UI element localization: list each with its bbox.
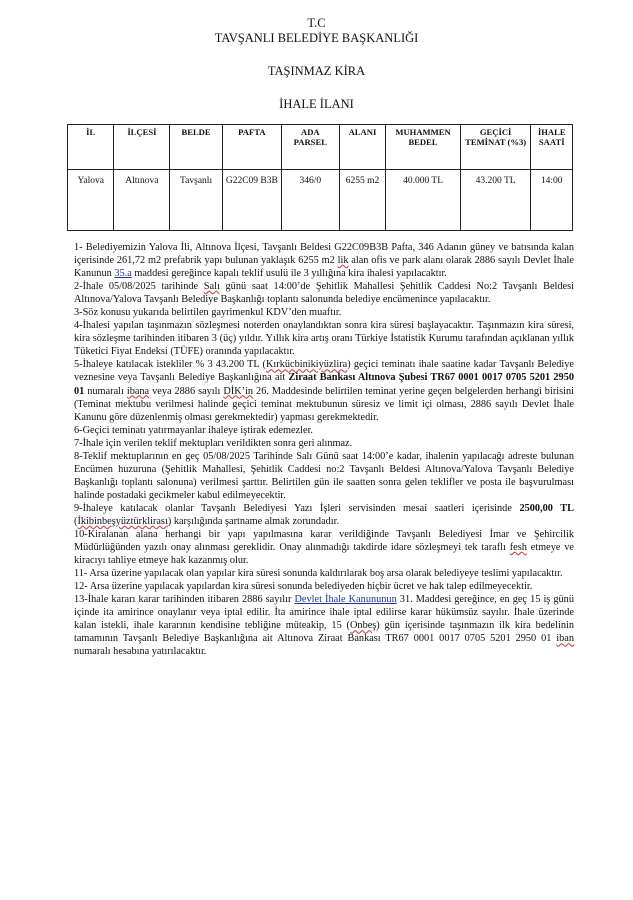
table-row bbox=[68, 170, 573, 231]
col-header-pafta: PAFTA bbox=[222, 125, 281, 170]
clause-4: 4-İhalesi yapılan taşınmazın sözleşmesi noterden onaylandıktan sonra kira süresi başlayacaktır. Taşınmazın kira süresi, kira sözleşme tarihinden itibaren 3 (üç) yıldır. Yıllık kira artış oranı Türkiye İstatistik Kurumu tarafından açıklanan yıllık Tüketici Fiyat Endeksi (TÜFE) oranında yapılacaktır. bbox=[74, 320, 574, 358]
cell-ilce: Altınova bbox=[114, 170, 170, 231]
clause-11: 11- Arsa üzerine yapılacak olan yapılar kira süresi sonunda kaldırılarak boş arsa olarak belediyeye teslimi yapılacaktır. bbox=[74, 568, 563, 580]
header-authority: TAVŞANLI BELEDİYE BAŞKANLIĞI bbox=[214, 31, 419, 45]
spec-fee: 2500,00 TL bbox=[519, 502, 574, 514]
col-header-alani: ALANI bbox=[339, 125, 386, 170]
cell-gecici-teminat: 43.200 TL bbox=[460, 170, 531, 231]
law-article-link: 35.a bbox=[114, 268, 132, 280]
col-header-ilce: İLÇESİ bbox=[114, 125, 170, 170]
clause-9: 9-İhaleye katılacak olanlar Tavşanlı Belediyesi Yazı İşleri servisinden mesai saatleri içerisinde 2500,00 TL (İkibinbeşyüztürklirası) karşılığında şartname almak zorundadır. bbox=[74, 502, 574, 527]
clause-2: 2-İhale 05/08/2025 tarihinde Salı günü saat 14:00’de Şehitlik Mahallesi Şehitlik Caddesi No:2 Tavşanlı Beldesi Altınova/Yalova Tavşanlı Belediye Başkanlığı toplantı salonunda belediye encümenince yapılacaktır. bbox=[74, 281, 574, 306]
cell-muhammen-bedel: 40.000 TL bbox=[386, 170, 461, 231]
clause-1: 1- Belediyemizin Yalova İli, Altınova İlçesi, Tavşanlı Beldesi G22C09B3B Pafta, 346 Adanın güney ve batısında kalan içerisinde 261,72 m2 prefabrik yapı bulunan yaklaşık 6255 m2 lik alan ofis ve park alanı olarak 2886 sayılı Devlet İhale Kanunun 35.a maddesi gereğince kapalı teklif usulü ile 3 yıllığına kira ihalesi yapılacaktır. bbox=[74, 242, 574, 280]
clause-6: 6-Geçici teminatı yatırmayanlar ihaleye iştirak edemezler. bbox=[74, 424, 314, 436]
col-header-il: İL bbox=[68, 125, 114, 170]
cell-pafta: G22C09 B3B bbox=[222, 170, 281, 231]
col-header-ihale-saati: İHALE SAATİ bbox=[531, 125, 573, 170]
cell-alani: 6255 m2 bbox=[339, 170, 386, 231]
col-header-ada-parsel: ADA PARSEL bbox=[281, 125, 339, 170]
property-table bbox=[67, 124, 573, 231]
clause-13: 13-İhale kararı karar tarihinden itibaren 2886 sayılır Devlet İhale Kanununun 31. Maddesi gereğince, en geç 15 iş günü içinde ita amirince onaylanır veya iptal edilir. İta amirince ihale iptal edilirse karar hükümsüz sayılır. İhale üzerinde kalan istekli, ihale kararının kendisine tebliğine müteakip, 15 (Onbeş) gün içerisinde taşınmazın ilk kira bedelinin tamamının Tavşanlı Belediye Başkanlığına ait Altınova Ziraat Bankası TR67 0001 0017 0705 5201 2950 01 iban numaralı hesabına yatırılacaktır. bbox=[74, 594, 574, 658]
cell-belde: Tavşanlı bbox=[170, 170, 222, 231]
clause-3: 3-Söz konusu yukarıda belirtilen gayrimenkul KDV’den muaftır. bbox=[74, 307, 342, 319]
col-header-gecici-teminat: GEÇİCİ TEMİNAT (%3) bbox=[460, 125, 531, 170]
header-subject: TAŞINMAZ KİRA bbox=[267, 64, 366, 78]
clause-12: 12- Arsa üzerine yapılacak yapılardan kira süresi sonunda belediyeden hiçbir ücret ve hak talep edilmeyecektir. bbox=[74, 581, 533, 593]
document-header bbox=[0, 16, 633, 112]
law-name-link: Devlet İhale Kanununun bbox=[294, 594, 397, 606]
cell-il: Yalova bbox=[68, 170, 114, 231]
bank-account: Ziraat Bankası Altınova Şubesi TR67 0001 0017 0705 5201 2950 01 bbox=[74, 372, 575, 397]
cell-ihale-saati: 14:00 bbox=[531, 170, 573, 231]
table-header-row bbox=[68, 125, 573, 170]
clause-10: 10-Kiralanan alana herhangi bir yapı yapılmasına karar verildiğinde Tavşanlı Belediyesi İmar ve Şehircilik Müdürlüğünden yazılı onay alınması gereklidir. Onay alınmadığı takdirde idare sözleşmeyi tek taraflı fesh etmeye ve kiracıyı tahliye etmeye hak kazanmış olur. bbox=[74, 529, 574, 567]
cell-ada-parsel: 346/0 bbox=[281, 170, 339, 231]
clause-8: 8-Teklif mektuplarının en geç 05/08/2025 Tarihinde Salı Günü saat 14:00’e kadar, ihalenin yapılacağı adreste bulunan Encümen huzuruna (Şehitlik Mahallesi, Şehitlik Caddesi no:2 Tavşanlı Beldesi Altınova/Yalova Tavşanlı Belediye Başkanlığı toplantı salonuna) verilmesi şarttır. Belirtilen gün ile saatten sonra gelen teklifler ve posta ile başvurulması halinde postadaki gecikmeler kabul edilmeyecektir. bbox=[74, 450, 574, 501]
col-header-muhammen-bedel: MUHAMMEN BEDEL bbox=[386, 125, 461, 170]
clause-7: 7-İhale için verilen teklif mektupları verildikten sonra geri alınmaz. bbox=[74, 437, 353, 449]
header-announcement: İHALE İLANI bbox=[279, 97, 354, 111]
announcement-body bbox=[74, 241, 574, 659]
col-header-belde: BELDE bbox=[170, 125, 222, 170]
header-tc: T.C bbox=[307, 16, 326, 30]
clause-5: 5-İhaleye katılacak istekliler % 3 43.200 TL (Kırkücbinikiyüzlira) geçici teminatı ihale saatine kadar Tavşanlı Belediye veznesine veya Tavşanlı Belediye Başkanlığına ait Ziraat Bankası Altınova Şubesi TR67 0001 0017 0705 5201 2950 01 numaralı ibana veya 2886 sayılı DİK’in 26. Maddesinde belirtilen teminat yerine geçen belgelerden herhangi birisini (Teminat mektubu verilmesi halinde geçici teminat mektubunun süresiz ve limit içi olması, 2886 sayılı Devlet İhale Kanunu göre düzenlenmiş olması gerekmektedir) yapması gerekmektedir. bbox=[74, 359, 575, 423]
